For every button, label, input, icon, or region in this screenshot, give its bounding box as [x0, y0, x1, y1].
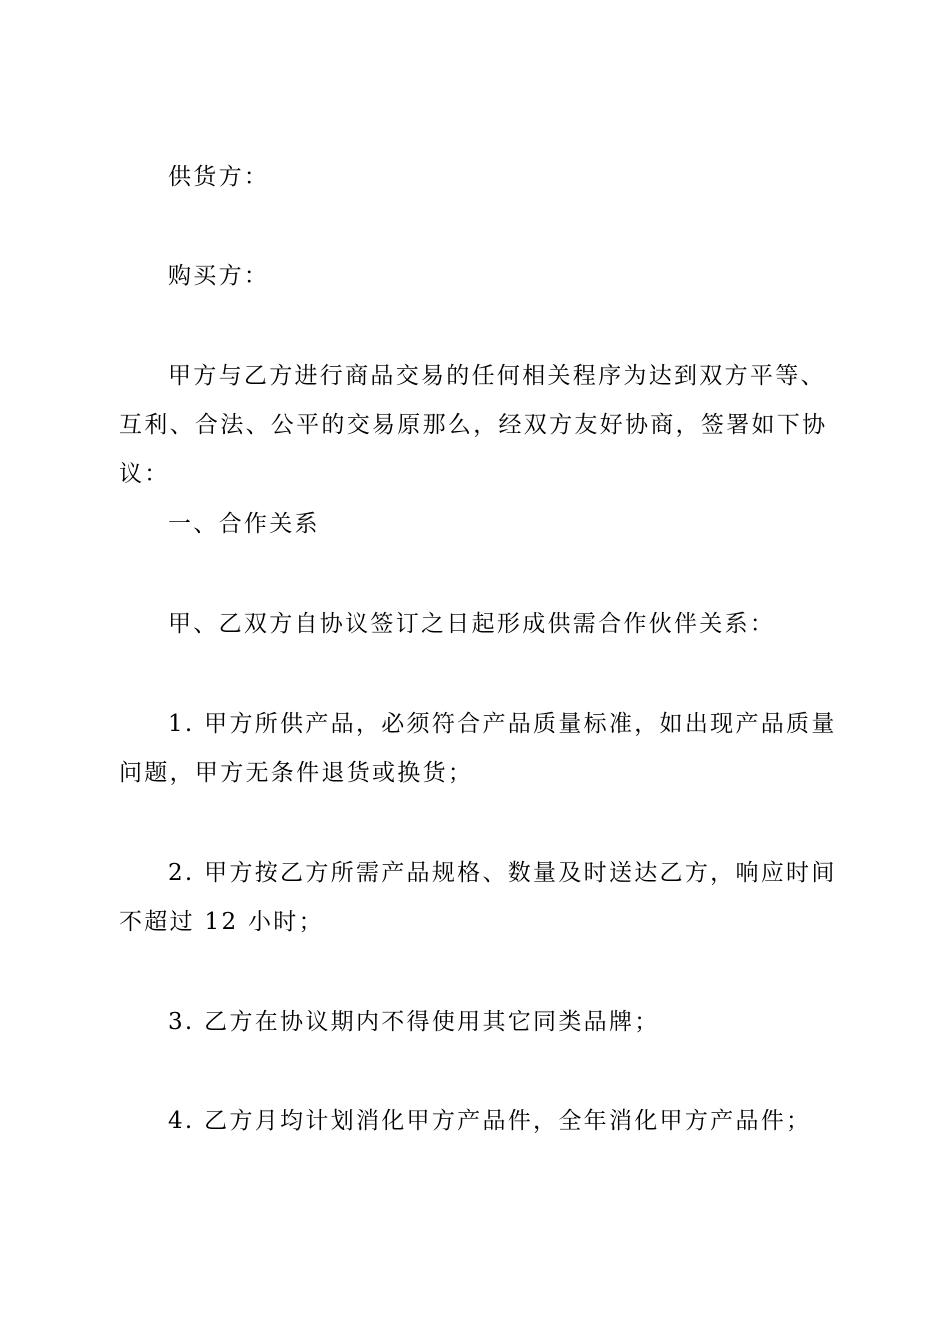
- supplier-label: 供货方：: [168, 164, 270, 190]
- clause-1: 1. 甲方所供产品，必须符合产品质量标准，如出现产品质量问题，甲方无条件退货或换货；: [119, 711, 837, 786]
- clause-2: 2. 甲方按乙方所需产品规格、数量及时送达乙方，响应时间不超过 12 小时；: [119, 860, 837, 935]
- clause-4: 4. 乙方月均计划消化甲方产品件，全年消化甲方产品件；: [168, 1108, 812, 1134]
- clause-3: 3. 乙方在协议期内不得使用其它同类品牌；: [168, 1009, 660, 1035]
- clause-intro: 甲、乙双方自协议签订之日起形成供需合作伙伴关系：: [168, 611, 776, 637]
- section-heading: 一、合作关系: [168, 511, 320, 537]
- buyer-label: 购买方：: [168, 263, 270, 289]
- preamble-paragraph: 甲方与乙方进行商品交易的任何相关程序为达到双方平等、互利、合法、公平的交易原那么，经双方友好协商，签署如下协议：: [119, 363, 828, 487]
